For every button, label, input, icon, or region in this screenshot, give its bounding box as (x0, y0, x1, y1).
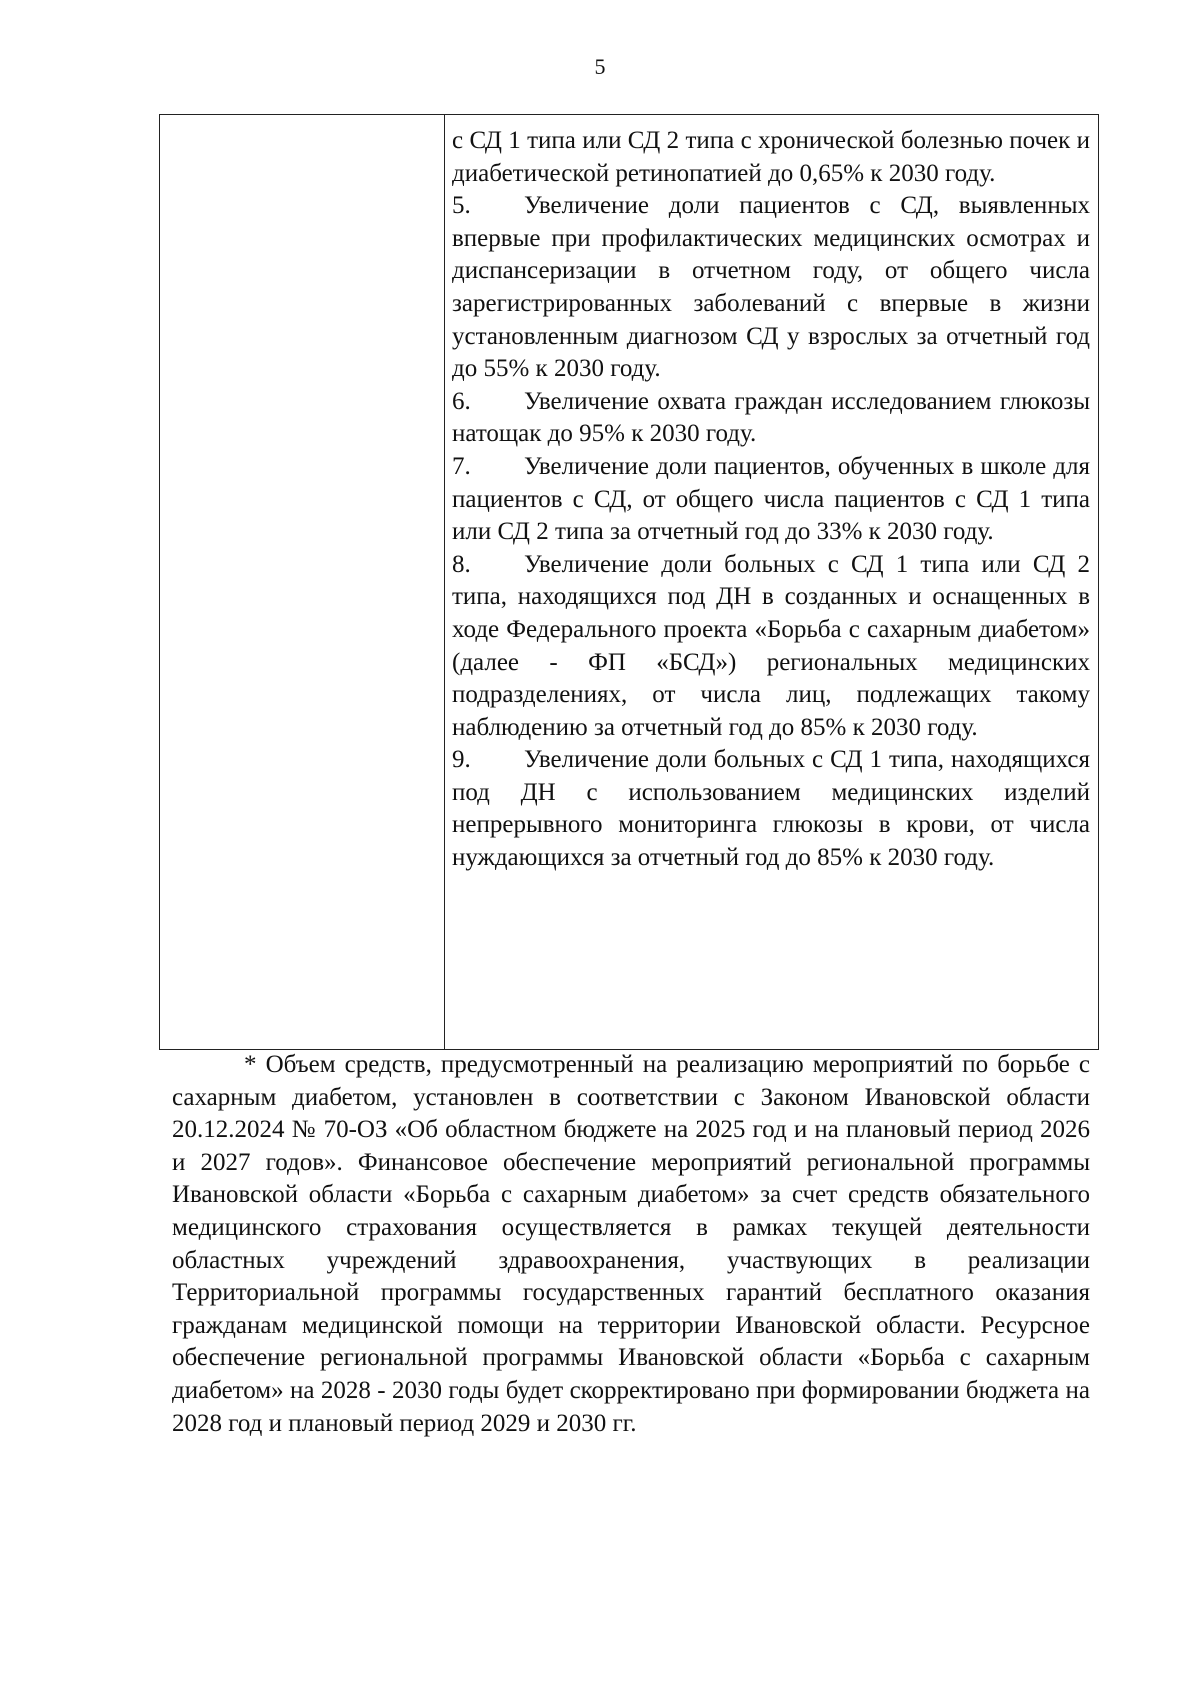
item-number: 7. (452, 452, 471, 480)
table-row (160, 115, 1099, 1050)
item-number: 8. (452, 550, 471, 578)
program-table (159, 114, 1099, 1050)
continuation-text: с СД 1 типа или СД 2 типа с хронической болезнью почек и диабетической ретинопатией до 0,65% к 2030 году. (452, 127, 1090, 187)
item-text: Увеличение доли больных с СД 1 типа или СД 2 типа, находящихся под ДН в созданных и оснащенных в ходе Федерального проекта «Борьба с сахарным диабетом» (далее - ФП «БСД») региональных медицинских подразделениях, от числа лиц, подлежащих такому наблюдению за отчетный год до 85% к 2030 году. (452, 550, 1090, 741)
item-text: Увеличение доли пациентов с СД, выявленных впервые при профилактических медицинских осмотрах и диспансеризации в отчетном году, от общего числа зарегистрированных заболеваний с впервые в жизни установленным диагнозом СД у взрослых за отчетный год до 55% к 2030 году. (452, 192, 1090, 383)
footnote: * Объем средств, предусмотренный на реализацию мероприятий по борьбе с сахарным диабетом, установлен в соответствии с Законом Ивановской области 20.12.2024 № 70-ОЗ «Об областном бюджете на 2025 год и на плановый период 2026 и 2027 годов». Финансовое обеспечение мероприятий региональной программы Ивановской области «Борьба с сахарным диабетом» за счет средств обязательного медицинского страхования осуществляется в рамках текущей деятельности областных учреждений здравоохранения, участвующих в реализации Территориальной программы государственных гарантий бесплатного оказания гражданам медицинской помощи на территории Ивановской области. Ресурсное обеспечение региональной программы Ивановской области «Борьба с сахарным диабетом» на 2028 - 2030 годы будет скорректировано при формировании бюджета на 2028 год и плановый период 2029 и 2030 гг. (172, 1051, 1090, 1437)
item-number: 5. (452, 192, 471, 220)
page-number: 5 (594, 54, 606, 79)
list-item (452, 451, 1090, 549)
item-text: Увеличение доли больных с СД 1 типа, находящихся под ДН с использованием медицинских изделий непрерывного мониторинга глюкозы в крови, от числа нуждающихся за отчетный год до 85% к 2030 году. (452, 746, 1090, 872)
list-item (452, 190, 1090, 386)
item-number: 6. (452, 387, 471, 415)
table-cell-left (160, 115, 445, 1050)
table-cell-right (445, 115, 1099, 1050)
list-item (452, 549, 1090, 745)
list-item (452, 386, 1090, 451)
item-text: Увеличение охвата граждан исследованием глюкозы натощак до 95% к 2030 году. (452, 387, 1090, 448)
item-number: 9. (452, 746, 471, 774)
list-item (452, 744, 1090, 874)
item-text: Увеличение доли пациентов, обученных в школе для пациентов с СД, от общего числа пациентов с СД 1 типа или СД 2 типа за отчетный год до 33% к 2030 году. (452, 452, 1090, 546)
